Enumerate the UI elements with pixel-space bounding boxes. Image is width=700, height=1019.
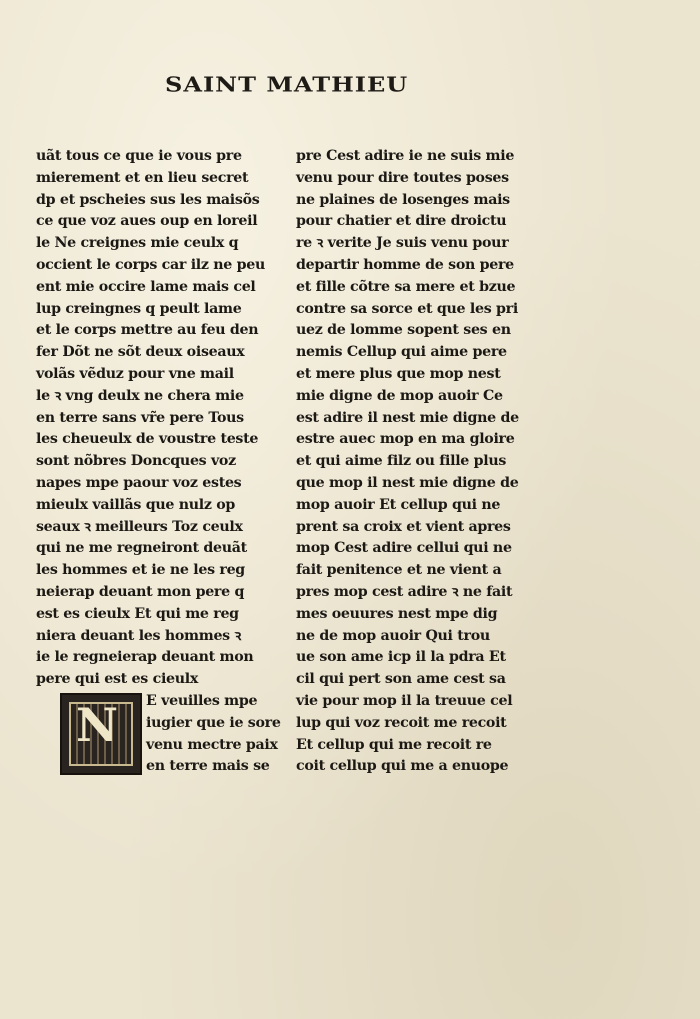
text-line: mieulx vaillãs que nulz op xyxy=(36,496,236,513)
text-line: Et cellup qui me recoit re xyxy=(296,736,492,753)
text-line: en terre sans vr̃e pere Tous xyxy=(36,409,244,426)
text-line: et mere plus que mop nest xyxy=(296,365,501,382)
text-line: uãt tous ce que ie vous pre xyxy=(36,148,242,164)
text-line: departir homme de son pere xyxy=(296,256,514,273)
text-line: ne plaines de losenges mais xyxy=(296,191,510,208)
text-line: niera deuant les hommes ꝛ xyxy=(36,627,241,644)
text-line: ie le regneierap deuant mon xyxy=(36,649,254,666)
text-line: mop Cest adire cellui qui ne xyxy=(296,540,512,557)
left-text-column xyxy=(36,146,281,778)
text-line: le Ne creignes mie ceulx q xyxy=(36,235,239,252)
text-line: ent mie occire lame mais cel xyxy=(36,278,256,295)
text-line: venu pour dire toutes poses xyxy=(296,169,509,186)
text-line: pre Cest adire ie ne suis mie xyxy=(296,148,515,164)
right-text-column xyxy=(296,146,536,778)
text-line: contre sa sorce et que les pri xyxy=(296,300,518,317)
text-line: neierap deuant mon pere q xyxy=(36,583,245,600)
text-line: que mop il nest mie digne de xyxy=(296,474,519,491)
text-line: le ꝛ vng deulx ne chera mie xyxy=(36,387,244,404)
text-line: fait penitence et ne vient a xyxy=(296,562,502,579)
text-line: ne de mop auoir Qui trou xyxy=(296,627,490,644)
text-line: mierement et en lieu secret xyxy=(36,169,249,186)
text-line: qui ne me regneiront deuãt xyxy=(36,540,247,557)
text-line: les hommes et ie ne les reg xyxy=(36,562,245,579)
text-line: nemis Cellup qui aime pere xyxy=(296,344,507,361)
running-head: SAINT MATHIEU xyxy=(165,72,409,97)
text-line: cil qui pert son ame cest sa xyxy=(296,671,506,688)
text-line: mes oeuures nest mpe dig xyxy=(296,605,498,622)
text-line: mop auoir Et cellup qui ne xyxy=(296,496,501,513)
text-line: les cheueulx de voustre teste xyxy=(36,431,259,448)
text-line: uez de lomme sopent ses en xyxy=(296,322,511,339)
text-line: pres mop cest adire ꝛ ne fait xyxy=(296,583,513,600)
text-line: et fille cõtre sa mere et bzue xyxy=(296,278,516,295)
initial-letter: N xyxy=(76,697,118,752)
text-line: sont nõbres Doncques voz xyxy=(36,453,236,470)
text-line: ue son ame icp il la pdra Et xyxy=(296,649,506,666)
text-line: lup creingnes q peult lame xyxy=(36,300,242,317)
text-line: en terre mais se xyxy=(146,758,270,775)
text-line: volãs vẽduz pour vne mail xyxy=(36,365,234,382)
illuminated-initial-block xyxy=(36,691,281,778)
text-line: et le corps mettre au feu den xyxy=(36,322,259,339)
text-line: dp et pscheies sus les maisõs xyxy=(36,191,260,208)
text-line: venu mectre paix xyxy=(146,736,278,753)
text-line: vie pour mop il la treuue cel xyxy=(296,692,513,709)
text-line: seaux ꝛ meilleurs Toz ceulx xyxy=(36,518,243,535)
text-line: iugier que ie sore xyxy=(146,714,281,731)
text-line: est adire il nest mie digne de xyxy=(296,409,519,426)
decorated-initial xyxy=(60,693,142,775)
initial-text-lines xyxy=(146,691,281,778)
text-line: occient le corps car ilz ne peu xyxy=(36,256,266,273)
text-line: re ꝛ verite Je suis venu pour xyxy=(296,235,509,252)
text-line: mie digne de mop auoir Ce xyxy=(296,387,503,404)
text-line: est es cieulx Et qui me reg xyxy=(36,605,239,622)
text-line: napes mpe paour voz estes xyxy=(36,474,242,491)
text-line: coit cellup qui me a enuope xyxy=(296,758,509,775)
text-line: fer Dõt ne sõt deux oiseaux xyxy=(36,344,245,361)
text-line: ce que voz aues oup en loreil xyxy=(36,213,258,230)
text-line: estre auec mop en ma gloire xyxy=(296,431,515,448)
text-line: pour chatier et dire droictu xyxy=(296,213,507,230)
text-line: pere qui est es cieulx xyxy=(36,671,199,688)
text-line: et qui aime filz ou fille plus xyxy=(296,453,507,470)
text-line: lup qui voz recoit me recoit xyxy=(296,714,507,731)
text-line: prent sa croix et vient apres xyxy=(296,518,511,535)
text-line: E veuilles mpe xyxy=(146,692,258,709)
